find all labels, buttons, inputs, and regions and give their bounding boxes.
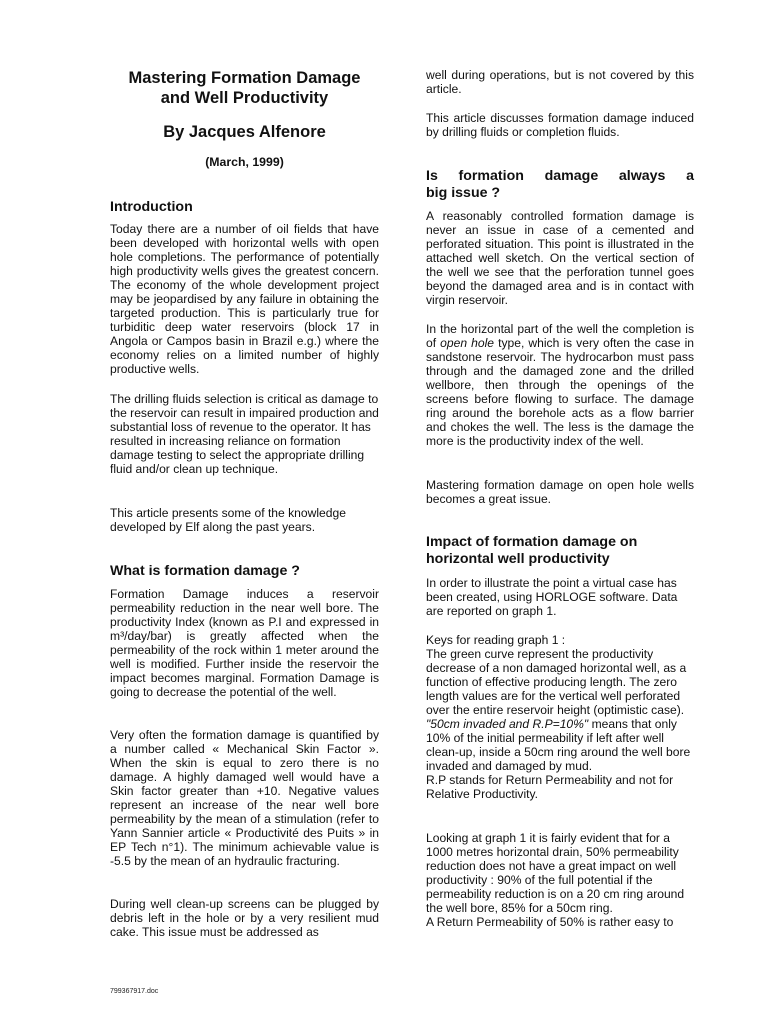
- document-title: [110, 68, 379, 108]
- intro-paragraph-2: The drilling fluids selection is critical as damage to the reservoir can result in impaired production and substantial loss of revenue to the operator. It has resulted in increasing reliance on formation damage testing to select the appropriate drilling fluid and/or clean up technique.: [110, 392, 379, 476]
- author: By Jacques Alfenore: [163, 123, 326, 141]
- article-scope-paragraph: This article discusses formation damage induced by drilling fluids or completion fluids.: [426, 111, 694, 139]
- keys-emphasis: "50cm invaded and R.P=10%": [426, 717, 589, 731]
- issue-paragraph-1: A reasonably controlled formation damage is never an issue in case of a cemented and perforated situation. This point is illustrated in the attached well sketch. On the vertical section of the well we see that the perforation tunnel goes beyond the damaged area and is in contact with virgin reservoir.: [426, 209, 694, 307]
- issue-paragraph-2-b: type, which is very often the case in sandstone reservoir. The hydrocarbon must pass through and the damaged zone and the drilled wellbore, then through the openings of the screens before flowing to surface. The damage ring around the borehole acts as a flow barrier and chokes the well. The less is the damage the more is the productivity index of the well.: [426, 336, 694, 448]
- keys-block: [426, 633, 694, 801]
- impact-heading: [426, 534, 694, 568]
- what-is-heading: What is formation damage ?: [110, 563, 300, 579]
- footer-filename: 799367917.doc: [110, 988, 159, 995]
- impact-heading-line-1: Impact of formation damage on: [426, 534, 638, 550]
- title-line-1: Mastering Formation Damage: [128, 69, 361, 87]
- title-line-2: and Well Productivity: [160, 89, 329, 107]
- what-paragraph-1: Formation Damage induces a reservoir permeability reduction in the near well bore. The productivity Index (known as P.I and expressed in m³/day/bar) is greatly affected when the permeability of the rock within 1 meter around the well is modified. Further inside the reservoir the impact becomes marginal. Formation Damage is going to decrease the potential of the well.: [110, 587, 379, 699]
- date: (March, 1999): [205, 155, 284, 169]
- graph-block: [426, 831, 694, 929]
- keys-paragraph-3: R.P stands for Return Permeability and not for Relative Productivity.: [426, 773, 674, 801]
- impact-heading-line-2: horizontal well productivity: [426, 551, 610, 567]
- intro-paragraph-3: This article presents some of the knowledge developed by Elf along the past years.: [110, 506, 346, 534]
- impact-paragraph-1: In order to illustrate the point a virtual case has been created, using HORLOGE software. Data are reported on graph 1.: [426, 576, 678, 618]
- introduction-heading: Introduction: [110, 199, 193, 215]
- big-issue-heading-line-1: Is formation damage always a: [426, 168, 694, 184]
- what-paragraph-3: During well clean-up screens can be plugged by debris left in the hole or by a very resilient mud cake. This issue must be addressed as: [110, 897, 379, 939]
- intro-paragraph-1: Today there are a number of oil fields that have been developed with horizontal wells with open hole completions. The performance of potentially high productivity wells gives the greatest concern. The economy of the whole development project may be jeopardised by any failure in obtaining the targeted production. This is particularly true for turbiditic deep water reservoirs (block 17 in Angola or Campos basin in Brazil e.g.) where the economy relies on a limited number of highly productive wells.: [110, 222, 379, 376]
- big-issue-heading-line-2: big issue ?: [426, 185, 501, 201]
- issue-paragraph-2-a: In the horizontal part of the well the completion is of: [426, 322, 694, 350]
- what-paragraph-2: Very often the formation damage is quantified by a number called « Mechanical Skin Factor ». When the skin is equal to zero there is no damage. A highly damaged well would have a Skin factor greater than +10. Negative values represent an increase of the near well bore permeability by the mean of a stimulation (refer to Yann Sannier article « Productivité des Puits » in EP Tech n°1). The minimum achievable value is -5.5 by the mean of an hydraulic fracturing.: [110, 728, 379, 868]
- graph-paragraph-2: A Return Permeability of 50% is rather easy to: [426, 915, 674, 929]
- issue-paragraph-3: Mastering formation damage on open hole wells becomes a great issue.: [426, 478, 694, 506]
- keys-paragraph-2: means that only 10% of the initial permeability if left after well clean-up, inside a 50cm ring around the well bore invaded and damaged by mud.: [426, 717, 691, 773]
- big-issue-heading: [426, 168, 694, 202]
- open-hole-emphasis: open hole: [440, 336, 495, 350]
- graph-paragraph-1: Looking at graph 1 it is fairly evident that for a 1000 metres horizontal drain, 50% permeability reduction does not have a great impact on well productivity : 90% of the full potential if the permeability reduction is on a 20 cm ring around the well bore, 85% for a 50cm ring.: [426, 831, 685, 915]
- issue-paragraph-2: [426, 322, 694, 448]
- continued-paragraph: well during operations, but is not covered by this article.: [426, 68, 694, 96]
- keys-title: Keys for reading graph 1 :: [426, 633, 566, 647]
- keys-paragraph-1: The green curve represent the productivity decrease of a non damaged horizontal well, as a function of effective producing length. The zero length values are for the vertical well perforated over the entire reservoir height (optimistic case).: [426, 647, 687, 717]
